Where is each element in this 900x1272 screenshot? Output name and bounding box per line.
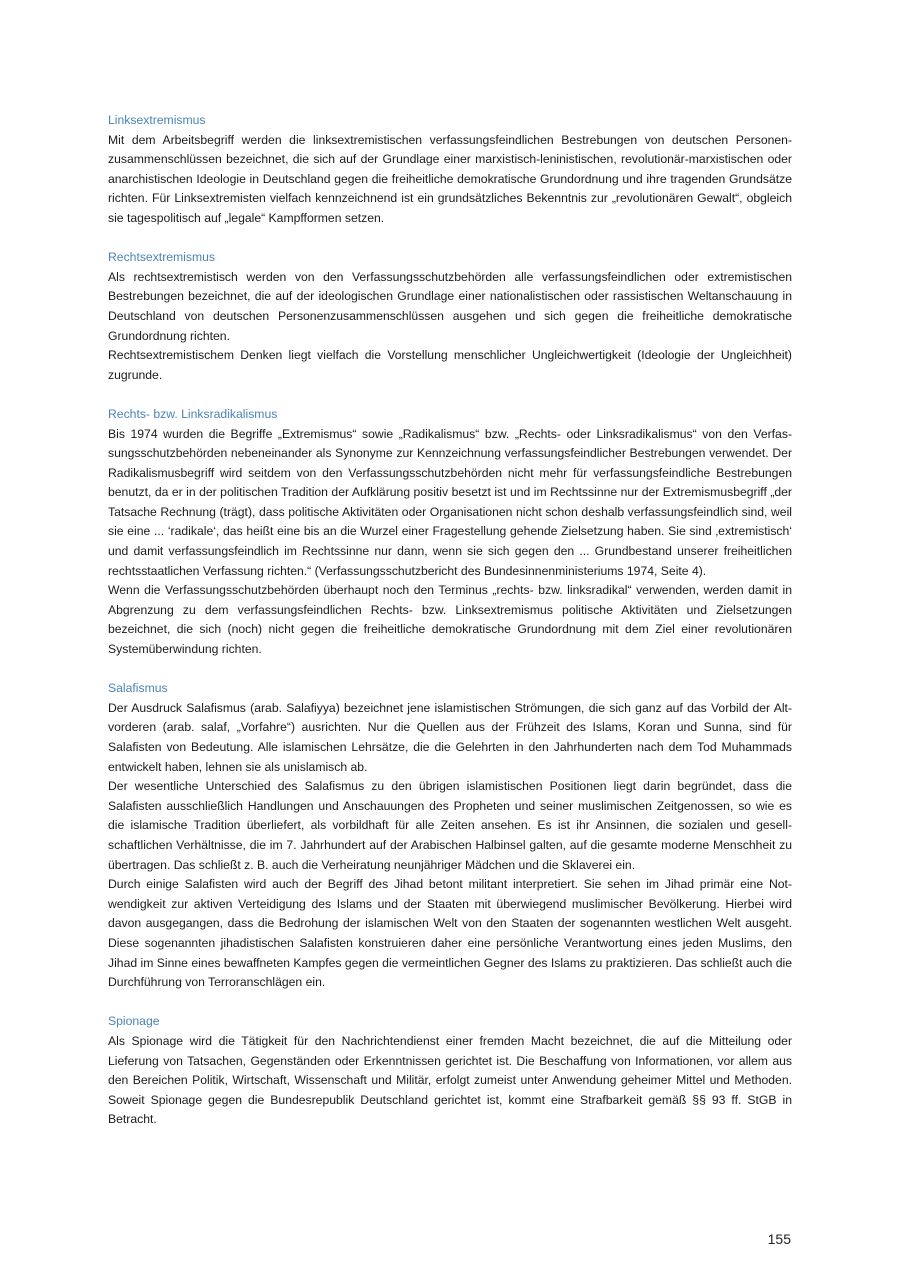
paragraph: Der wesentliche Unterschied des Salafismus zu den übrigen islamistischen Positionen liegt darin begründet, dass die Salafisten ausschließlich Handlungen und Anschauungen des Propheten und seiner muslimischen Zeitgenossen, so wie es die islamische Tradition überliefert, als vorbildhaft für alle Zeiten ansehen. Es ist ihr Ansinnen, die sozialen und gesellschaftlichen Verhältnisse, die im 7. Jahrhundert auf der Arabischen Halbinsel galten, auf die gesamte moderne Menschheit zu übertragen. Das schließt z. B. auch die Verheiratung neunjähriger Mädchen und die Sklaverei ein. <box>108 779 792 872</box>
section-heading: Linksextremismus <box>108 113 206 127</box>
section-heading: Rechtsextremismus <box>108 250 216 265</box>
section-salafismus <box>108 679 792 993</box>
paragraph: Als rechtsextremistisch werden von den Verfassungsschutzbehörden alle verfassungsfeindlichen oder extremistischen Bestrebungen bezeichnet, die auf der ideologischen Grundlage einer nationalistischen oder rassistischen Weltanschauung in Deutschland von deutschen Personenzusammenschlüssen ausgehen und sich gegen die freiheitliche demokratische Grundordnung richten. <box>108 269 792 343</box>
section-heading: Spionage <box>108 1014 160 1029</box>
page-number: 155 <box>767 1231 791 1247</box>
section-spionage <box>108 1012 792 1130</box>
section-radikalismus <box>108 405 792 660</box>
paragraph: Rechtsextremistischem Denken liegt vielfach die Vorstellung menschlicher Ungleichwertigkeit (Ideologie der Ungleichheit) zugrunde. <box>108 348 792 382</box>
paragraph: Als Spionage wird die Tätigkeit für den Nachrichtendienst einer fremden Macht bezeichnet, die auf die Mitteilung oder Lieferung von Tatsachen, Gegenständen oder Erkenntnissen gerichtet ist. Die Beschaffung von Informationen, vor allem aus den Bereichen Politik, Wirtschaft, Wissenschaft und Militär, erfolgt zumeist unter Anwendung geheimer Mittel und Methoden. Soweit Spionage gegen die Bundesrepublik Deutschland gerichtet ist, kommt eine Strafbarkeit gemäß §§ 93 ff. StGB in Betracht. <box>108 1033 792 1127</box>
paragraph: Bis 1974 wurden die Begriffe „Extremismus“ sowie „Radikalismus“ bzw. „Rechts- oder Linksradikalismus“ von den Verfassungsschutzbehörden nebeneinander als Synonyme zur Kennzeichnung verfassungsfeindlicher Bestrebungen verwendet. Der Radikalismusbegriff wird seitdem von den Verfassungsschutzbehörden nicht mehr für verfassungsfeindliche Bestrebungen benutzt, da er in der politischen Tradition der Aufklärung positiv besetzt ist und im Rechtssinne nur der Extremismusbegriff „der Tatsache Rechnung (trägt), dass politische Aktivitäten oder Organisationen nicht schon deshalb verfassungsfeindlich sind, weil sie eine ... ‘radikale‘, das heißt eine bis an die Wurzel einer Fragestellung gehende Zielsetzung haben. Sie sind ‚extremistisch‘ und damit verfassungsfeindlich im Rechtssinne nur dann, wenn sie sich gegen den ... Grundbestand unserer freiheitlichen rechtsstaatlichen Verfassung richten.“ (Verfassungsschutzbericht des Bundesinnenministeriums 1974, Seite 4). <box>108 426 792 578</box>
section-rechtsextremismus <box>108 248 792 385</box>
page-content <box>108 111 792 1149</box>
section-linksextremismus <box>108 111 792 229</box>
paragraph: Mit dem Arbeitsbegriff werden die linksextremistischen verfassungsfeindlichen Bestrebungen von deutschen Personenzusammenschlüssen bezeichnet, die sich auf der Grundlage einer marxistisch-leninistischen, revolutionär-marxistischen oder anarchistischen Ideologie in Deutschland gegen die freiheitliche demokratische Grundordnung und ihre tragenden Grundsätze richten. Für Linksextremisten vielfach kennzeichnend ist ein grundsätzliches Bekenntnis zur „revolutionären Gewalt“, obgleich sie tagespolitisch auf „legale“ Kampfformen setzen. <box>108 132 792 225</box>
paragraph: Durch einige Salafisten wird auch der Begriff des Jihad betont militant interpretiert. Sie sehen im Jihad primär eine Notwendigkeit zur aktiven Verteidigung des Islams und der Staaten mit überwiegend muslimischer Bevölkerung. Hierbei wird davon ausgegangen, dass die Bedrohung der islamischen Welt von den Staaten der sogenannten westlichen Welt ausgeht. Diese sogenannten jihadistischen Salafisten konstruieren daher eine persönliche Verantwortung eines jeden Muslims, den Jihad im Sinne eines bewaffneten Kampfes gegen die vermeintlichen Gegner des Islams zu praktizieren. Das schließt auch die Durchführung von Terroranschlägen ein. <box>108 877 792 990</box>
paragraph: Wenn die Verfassungsschutzbehörden überhaupt noch den Terminus „rechts- bzw. linksradikal“ verwenden, werden damit in Abgrenzung zu dem verfassungsfeindlichen Rechts- bzw. Linksextremismus politische Aktivitäten und Zielsetzungen bezeichnet, die sich (noch) nicht gegen die freiheitliche demokratische Grundordnung mit dem Ziel einer revolutionären Systemüberwindung richten. <box>108 583 792 657</box>
section-heading: Rechts- bzw. Linksradikalismus <box>108 406 278 421</box>
section-heading: Salafismus <box>108 681 168 696</box>
paragraph: Der Ausdruck Salafismus (arab. Salafiyya) bezeichnet jene islamistischen Strömungen, die sich ganz auf das Vorbild der Altvorderen (arab. salaf, „Vorfahre“) ausrichten. Nur die Quellen aus der Frühzeit des Islams, Koran und Sunna, sind für Salafisten von Bedeutung. Alle islamischen Lehrsätze, die die Gelehrten in den Jahrhunderten nach dem Tod Muhammads entwickelt haben, lehnen sie als unislamisch ab. <box>108 700 792 774</box>
